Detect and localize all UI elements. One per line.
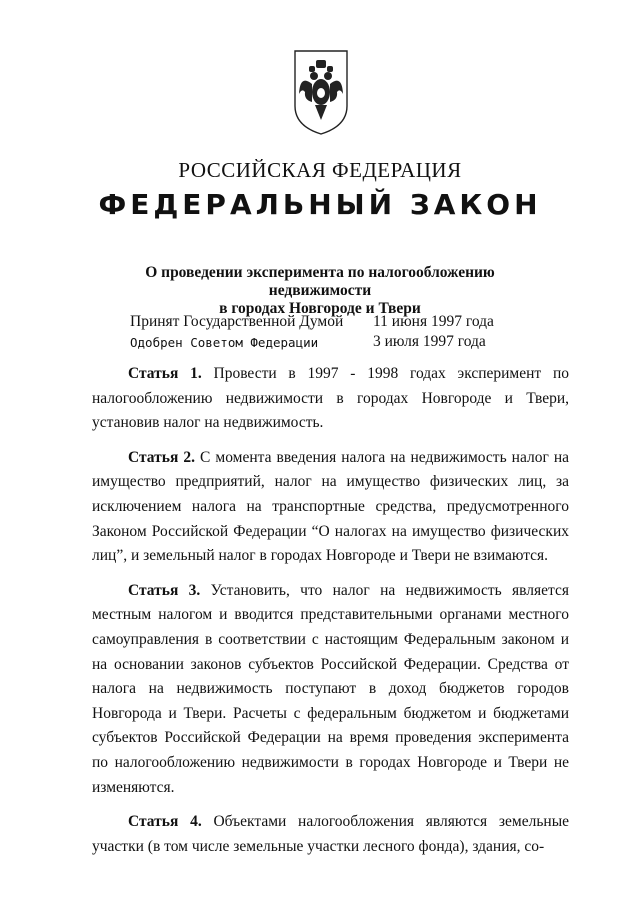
law-title [100, 264, 540, 318]
adoption-date: 3 июля 1997 года [373, 333, 486, 350]
law-type-heading: ФЕДЕРАЛЬНЫЙ ЗАКОН [98, 188, 542, 221]
law-title-line-2: в городах Новгороде и Твери [219, 300, 421, 317]
article-heading: Статья 3. [128, 581, 201, 599]
coat-of-arms-emblem [292, 48, 350, 136]
law-body [92, 362, 569, 869]
article-2 [92, 446, 569, 569]
article-text: С момента введения налога на недвижимость налог на имущество предприятий, налог на имущество физических лиц, за исключением налога на транспортные средства, предусмотренного Законом Российской Федерации “О налогах на имущество физических лиц”, и земельный налог в городах Новгороде и Твери не взимаются. [92, 448, 570, 565]
adoption-date: 11 июня 1997 года [373, 313, 494, 330]
article-text: Объектами налогообложения являются земельные участки (в том числе земельные участки лесного фонда), здания, со- [92, 813, 569, 855]
article-4 [92, 810, 569, 859]
adoption-label: Принят Государственной Думой [130, 313, 344, 330]
law-title-line-1: О проведении эксперимента по налогообложению недвижимости [145, 264, 495, 299]
article-3 [92, 579, 569, 800]
adoption-label: Одобрен Советом Федерации [130, 335, 319, 350]
article-heading: Статья 1. [128, 365, 202, 382]
article-heading: Статья 4. [128, 813, 202, 831]
article-text: Провести в 1997 - 1998 годах эксперимент по налогообложению недвижимости в городах Новгороде и Твери, установив налог на недвижимость. [92, 365, 570, 432]
country-name: РОССИЙСКАЯ ФЕДЕРАЦИЯ [178, 158, 462, 182]
article-1 [92, 362, 569, 436]
article-heading: Статья 2. [128, 448, 195, 466]
article-text: Установить, что налог на недвижимость является местным налогом и вводится представительными органами местного самоуправления в соответствии с настоящим Федеральным законом и на основании законов субъектов Российской Федерации. Средства от налога на недвижимость поступают в доход бюджетов городов Новгорода и Твери. Расчеты с федеральным бюджетом и бюджетами субъектов Российской Федерации на время проведения эксперимента по налогообложению недвижимости в городах Новгороде и Твери не изменяются. [92, 581, 569, 796]
